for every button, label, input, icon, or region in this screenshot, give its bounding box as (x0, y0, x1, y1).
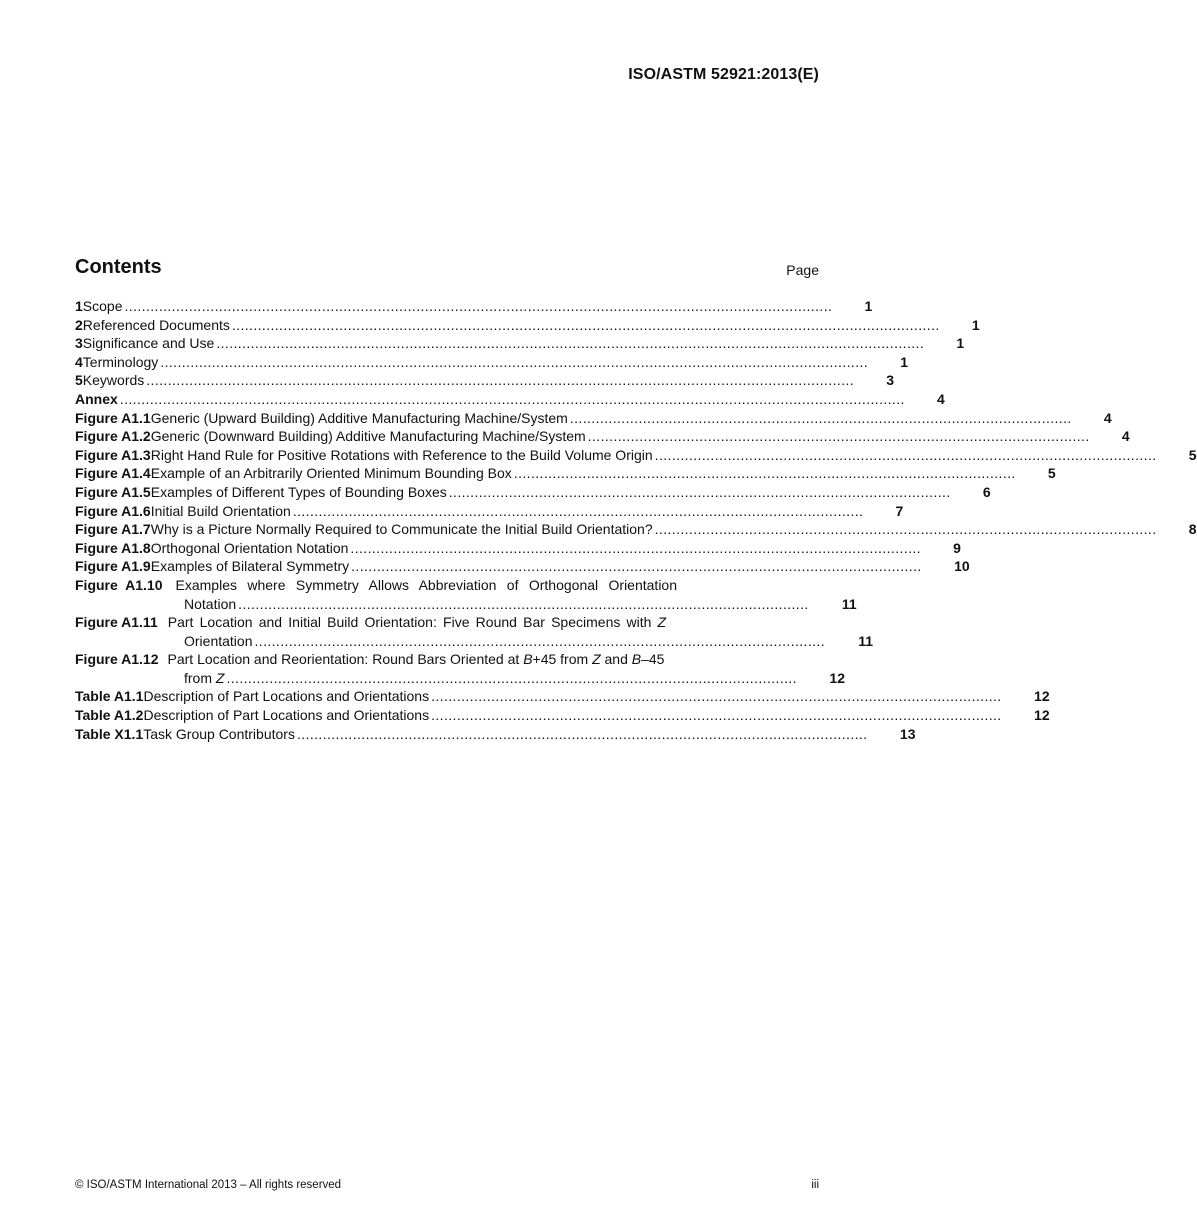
dot-leader: ..................................................................................................................................... (350, 539, 921, 556)
toc-entry-title: Why is a Picture Normally Required to Communicate the Initial Build Orientation? (150, 521, 653, 538)
toc-entry-page: 1 (956, 335, 965, 352)
toc-entry-scope[interactable] (75, 297, 873, 316)
toc-entry-title: Example of an Arbitrarily Oriented Minimum Bounding Box (150, 465, 512, 482)
toc-entry-title: Task Group Contributors (143, 725, 295, 742)
toc-entry-figure-a1-11[interactable] (75, 613, 874, 650)
dot-leader: ..................................................................................................................................................................... (231, 316, 940, 333)
toc-entry-page: 1 (900, 353, 909, 370)
toc-entry-label: Figure A1.3 (75, 446, 151, 463)
toc-entry-title: Examples of Bilateral Symmetry (150, 558, 350, 575)
toc-entry-page: 11 (841, 595, 857, 612)
dot-leader: ..................................................................................................................... (587, 428, 1090, 445)
toc-entry-title-line2: Orientation (184, 632, 253, 649)
dot-leader: ..................................................................................................................................... (296, 725, 868, 742)
toc-entry-page: 4 (1103, 409, 1112, 426)
toc-entry-title-line1: Examples where Symmetry Allows Abbreviation of Orthogonal Orientation (175, 576, 678, 593)
toc-entry-title: Referenced Documents (82, 316, 230, 333)
toc-entry-title: Orthogonal Orientation Notation (150, 539, 349, 556)
toc-entry-page: 8 (1188, 521, 1197, 538)
toc-entry-page: 5 (1188, 446, 1197, 463)
toc-entry-figure-a1-8[interactable] (75, 539, 961, 558)
toc-entry-table-a1-2[interactable] (75, 706, 1050, 725)
toc-entry-title: Scope (82, 298, 123, 314)
toc-entry-figure-a1-6[interactable] (75, 502, 904, 521)
toc-entry-title: Initial Build Orientation (150, 502, 291, 519)
toc-entry-label: 3 (75, 335, 83, 352)
toc-entry-title: Description of Part Locations and Orientations (143, 707, 430, 724)
toc-entry-title-italic: Z (592, 651, 601, 668)
toc-entry-label: Figure A1.5 (75, 483, 151, 500)
toc-entry-figure-a1-5[interactable] (75, 483, 991, 502)
contents-title: Contents (75, 256, 162, 278)
toc-entry-label: Figure A1.1 (75, 409, 151, 426)
toc-entry-label: 1 (75, 298, 83, 314)
toc-entry-title-part: from (184, 669, 216, 686)
copyright-notice: © ISO/ASTM International 2013 – All rights reserved (75, 1179, 342, 1191)
toc-entry-title: Generic (Upward Building) Additive Manufacturing Machine/System (150, 409, 568, 426)
toc-entry-page: 12 (1034, 707, 1050, 724)
dot-leader: ..................................................................................................................... (654, 521, 1157, 538)
toc-entry-page: 11 (858, 632, 874, 649)
dot-leader: ..................................................................................................................................... (226, 669, 797, 686)
toc-entry-label: Figure A1.11 (75, 614, 158, 631)
toc-entry-title-part: and (600, 651, 632, 668)
dot-leader: ..................................................................................................................... (513, 465, 1016, 482)
toc-entry-terminology[interactable] (75, 353, 909, 372)
toc-entry-page: 1 (864, 298, 873, 314)
toc-entry-title-part: Part Location and Reorientation: Round Bars Oriented at (167, 651, 524, 668)
toc-entry-label: Figure A1.8 (75, 539, 151, 556)
table-of-contents (75, 297, 1197, 743)
toc-entry-figure-a1-7[interactable] (75, 520, 1197, 539)
toc-entry-title: Terminology (82, 353, 159, 370)
toc-entry-title-part: –45 (641, 651, 665, 668)
toc-entry-page: 5 (1047, 465, 1056, 482)
toc-entry-label: Figure A1.4 (75, 465, 151, 482)
dot-leader: ..................................................................................................................................... (254, 632, 826, 649)
toc-entry-page: 4 (937, 390, 945, 407)
dot-leader: ..................................................................................................................................................................... (160, 353, 869, 370)
toc-entry-figure-a1-12[interactable] (75, 650, 845, 687)
toc-entry-significance-and-use[interactable] (75, 334, 965, 353)
toc-entry-figure-a1-2[interactable] (75, 427, 1130, 446)
toc-entry-page: 12 (1034, 688, 1050, 705)
toc-entry-page: 3 (886, 372, 895, 389)
toc-entry-page: 4 (1121, 428, 1130, 445)
toc-entry-title-part: +45 from (532, 651, 593, 668)
toc-entry-label: Figure A1.10 (75, 576, 163, 593)
dot-leader: ..................................................................................................................................... (431, 688, 1002, 705)
dot-leader: ..................................................................................................................................................................... (146, 372, 855, 389)
dot-leader: ..................................................................................................................................... (292, 502, 864, 519)
toc-entry-annex[interactable] (75, 390, 945, 409)
document-id: ISO/ASTM 52921:2013(E) (628, 66, 819, 83)
toc-entry-page: 7 (895, 502, 904, 519)
toc-entry-figure-a1-4[interactable] (75, 464, 1056, 483)
toc-entry-label: Figure A1.9 (75, 558, 151, 575)
toc-entry-figure-a1-9[interactable] (75, 557, 970, 576)
toc-entry-label: 2 (75, 316, 83, 333)
toc-entry-page: 10 (954, 558, 970, 575)
toc-entry-page: 13 (899, 725, 916, 742)
toc-entry-label: Table A1.2 (75, 707, 144, 724)
toc-entry-title-italic: Z (215, 669, 225, 686)
dot-leader: ..................................................................................................................................................................... (124, 298, 833, 314)
toc-entry-figure-a1-3[interactable] (75, 446, 1197, 465)
dot-leader: ..................................................................................................................................... (351, 558, 922, 575)
dot-leader: ....................................................................................................................................................................................... (119, 390, 905, 407)
dot-leader: ..................................................................................................................................... (238, 595, 809, 612)
toc-entry-page: 12 (829, 669, 845, 686)
toc-entry-table-x1-1[interactable] (75, 725, 916, 744)
toc-entry-page: 6 (982, 483, 991, 500)
toc-entry-label: Table A1.1 (75, 688, 144, 705)
dot-leader: ..................................................................................................................... (569, 409, 1072, 426)
toc-entry-referenced-documents[interactable] (75, 316, 980, 335)
toc-entry-title: Keywords (82, 372, 145, 389)
dot-leader: ..................................................................................................................... (448, 483, 951, 500)
toc-entry-label: Figure A1.7 (75, 521, 151, 538)
page-column-label: Page (786, 262, 819, 278)
toc-entry-keywords[interactable] (75, 371, 895, 390)
toc-entry-label: Figure A1.12 (75, 651, 159, 668)
toc-entry-title: Description of Part Locations and Orientations (143, 688, 430, 705)
toc-entry-title: Generic (Downward Building) Additive Manufacturing Machine/System (150, 428, 586, 445)
dot-leader: ..................................................................................................................................... (431, 707, 1002, 724)
toc-entry-label: Annex (75, 390, 118, 407)
toc-entry-title-line2: Notation (184, 595, 237, 612)
toc-entry-table-a1-1[interactable] (75, 687, 1050, 706)
toc-entry-title: Significance and Use (82, 335, 215, 352)
toc-entry-page: 9 (953, 539, 961, 556)
toc-entry-label: Figure A1.6 (75, 502, 151, 519)
toc-entry-label: Table X1.1 (75, 725, 144, 742)
toc-entry-page: 1 (971, 316, 980, 333)
toc-entry-label: Figure A1.2 (75, 428, 151, 445)
toc-entry-title-italic: B (523, 651, 533, 668)
dot-leader: ..................................................................................................................................................................... (216, 335, 925, 352)
toc-entry-label: 5 (75, 372, 83, 389)
page-number: iii (811, 1179, 819, 1191)
toc-entry-title-italic: B (631, 651, 642, 668)
toc-entry-title-italic: Z (657, 614, 666, 631)
toc-entry-title: Examples of Different Types of Bounding Boxes (150, 483, 447, 500)
toc-entry-figure-a1-1[interactable] (75, 409, 1112, 428)
toc-entry-title-line1: Part Location and Initial Build Orientation: Five Round Bar Specimens with (167, 614, 652, 631)
dot-leader: ..................................................................................................................... (654, 446, 1157, 463)
toc-entry-title: Right Hand Rule for Positive Rotations with Reference to the Build Volume Origin (150, 446, 653, 463)
toc-entry-label: 4 (75, 353, 83, 370)
toc-entry-figure-a1-10[interactable] (75, 576, 857, 613)
